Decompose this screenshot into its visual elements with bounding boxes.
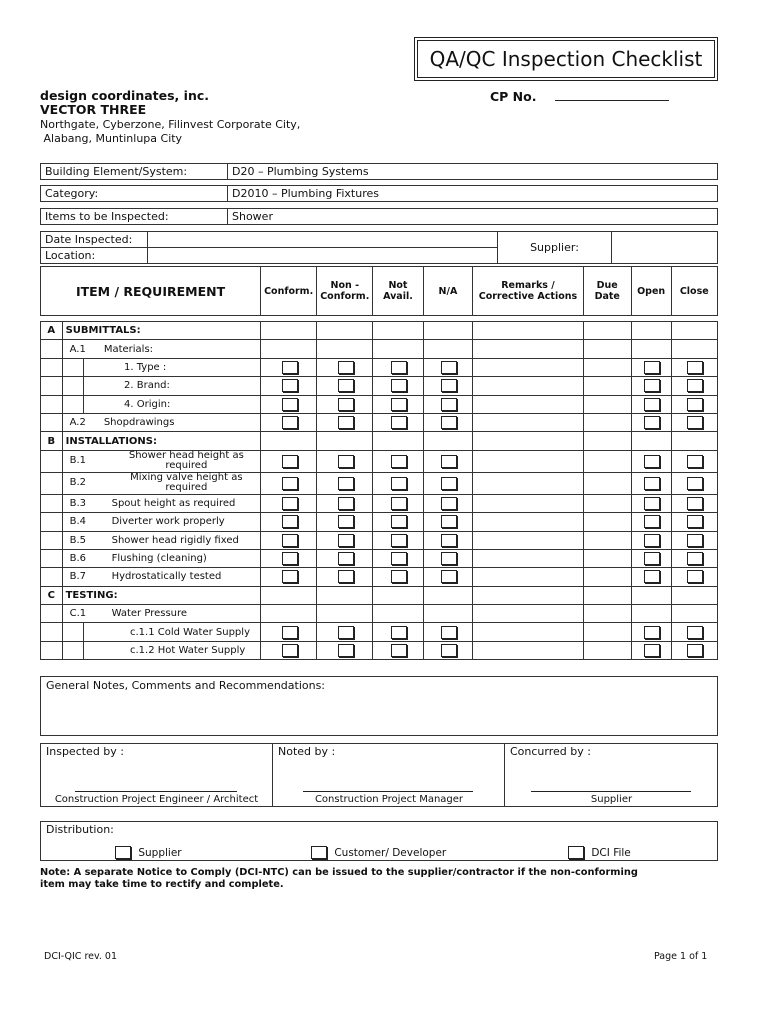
table-row: [41, 377, 718, 395]
header-na: N/A: [423, 267, 473, 316]
noted-role: Construction Project Manager: [314, 794, 464, 805]
na-checkbox[interactable]: [441, 361, 457, 374]
header-item: ITEM / REQUIREMENT: [41, 267, 261, 316]
table-row: [41, 513, 718, 531]
table-row: [41, 472, 718, 494]
section-c-row: [41, 586, 718, 604]
close-checkbox[interactable]: [687, 379, 703, 392]
category-row: [40, 185, 718, 202]
remarks-cell[interactable]: [473, 623, 583, 641]
address-line-2: Alabang, Muntinlupa City: [40, 132, 183, 145]
close-checkbox[interactable]: [687, 361, 703, 374]
non-conform-checkbox[interactable]: [338, 398, 354, 411]
building-element-row: [40, 163, 718, 180]
concurred-signature-line: [531, 791, 691, 792]
conform-checkbox[interactable]: [282, 361, 298, 374]
conform-checkbox[interactable]: [282, 644, 298, 657]
na-checkbox[interactable]: [441, 552, 457, 565]
company-address: [40, 118, 340, 146]
building-value[interactable]: D20 – Plumbing Systems: [228, 164, 718, 180]
category-label: Category:: [41, 186, 228, 202]
distribution-option-supplier[interactable]: Supplier: [113, 846, 182, 859]
non-conform-checkbox[interactable]: [338, 552, 354, 565]
due-date-cell[interactable]: [583, 641, 631, 659]
na-checkbox[interactable]: [441, 515, 457, 528]
row-label: C.1 Water Pressure: [62, 605, 260, 623]
date-field[interactable]: [148, 232, 498, 248]
category-value[interactable]: D2010 – Plumbing Fixtures: [228, 186, 718, 202]
supplier-checkbox[interactable]: [115, 846, 131, 859]
na-checkbox[interactable]: [441, 570, 457, 583]
table-row: [41, 568, 718, 586]
developer-checkbox[interactable]: [311, 846, 327, 859]
non-conform-checkbox[interactable]: [338, 497, 354, 510]
open-checkbox[interactable]: [644, 455, 660, 468]
row-label: c.1.1 Cold Water Supply: [84, 623, 261, 641]
non-conform-checkbox[interactable]: [338, 570, 354, 583]
na-checkbox[interactable]: [441, 626, 457, 639]
open-checkbox[interactable]: [644, 626, 660, 639]
close-checkbox[interactable]: [687, 534, 703, 547]
remarks-cell[interactable]: [473, 641, 583, 659]
close-checkbox[interactable]: [687, 626, 703, 639]
concurred-by-label: Concurred by :: [510, 745, 591, 758]
section-code: B: [41, 432, 63, 450]
signature-block: [40, 743, 718, 807]
row-label: c.1.2 Hot Water Supply: [84, 641, 261, 659]
close-checkbox[interactable]: [687, 398, 703, 411]
row-label: B.5 Shower head rigidly fixed: [62, 531, 260, 549]
form-title: QA/QC Inspection Checklist: [417, 40, 715, 78]
building-label: Building Element/System:: [41, 164, 228, 180]
table-row: [41, 623, 718, 641]
table-row: [41, 450, 718, 472]
section-code: C: [41, 586, 63, 604]
conform-checkbox[interactable]: [282, 379, 298, 392]
items-row: [40, 208, 718, 225]
row-label: 2. Brand:: [84, 377, 261, 395]
date-location-block: [40, 231, 718, 264]
open-checkbox[interactable]: [644, 416, 660, 429]
not-avail-checkbox[interactable]: [391, 515, 407, 528]
header-conform: Conform.: [261, 267, 317, 316]
non-conform-checkbox[interactable]: [338, 361, 354, 374]
address-line-1: Northgate, Cyberzone, Filinvest Corporate City,: [40, 118, 301, 131]
row-label: A.2 Shopdrawings: [62, 413, 260, 431]
close-checkbox[interactable]: [687, 644, 703, 657]
conform-checkbox[interactable]: [282, 398, 298, 411]
row-label: B.6 Flushing (cleaning): [62, 549, 260, 567]
section-title: SUBMITTALS:: [62, 322, 260, 340]
open-checkbox[interactable]: [644, 552, 660, 565]
due-date-cell[interactable]: [583, 395, 631, 413]
table-row: [41, 494, 718, 512]
non-conform-checkbox[interactable]: [338, 455, 354, 468]
section-title: INSTALLATIONS:: [62, 432, 260, 450]
due-date-cell[interactable]: [583, 450, 631, 472]
footer-page-number: Page 1 of 1: [654, 951, 708, 962]
open-checkbox[interactable]: [644, 361, 660, 374]
due-date-cell[interactable]: [583, 531, 631, 549]
non-conform-checkbox[interactable]: [338, 477, 354, 490]
na-checkbox[interactable]: [441, 455, 457, 468]
due-date-cell[interactable]: [583, 472, 631, 494]
location-label: Location:: [41, 248, 148, 264]
noted-by-label: Noted by :: [278, 745, 336, 758]
na-checkbox[interactable]: [441, 379, 457, 392]
conform-checkbox[interactable]: [282, 497, 298, 510]
noted-by-section[interactable]: [272, 744, 504, 806]
due-date-cell[interactable]: [583, 568, 631, 586]
na-checkbox[interactable]: [441, 534, 457, 547]
due-date-cell[interactable]: [583, 377, 631, 395]
concurred-role: Supplier: [590, 794, 633, 805]
supplier-field[interactable]: [612, 232, 718, 264]
na-checkbox[interactable]: [441, 644, 457, 657]
table-row: [41, 340, 718, 358]
distribution-option-developer[interactable]: Customer/ Developer: [309, 846, 446, 859]
not-avail-checkbox[interactable]: [391, 379, 407, 392]
table-row: [41, 413, 718, 431]
close-checkbox[interactable]: [687, 515, 703, 528]
dci-file-checkbox[interactable]: [568, 846, 584, 859]
header-close: Close: [671, 267, 718, 316]
conform-checkbox[interactable]: [282, 552, 298, 565]
not-avail-checkbox[interactable]: [391, 552, 407, 565]
distribution-box: [40, 821, 718, 861]
not-avail-checkbox[interactable]: [391, 416, 407, 429]
table-row: [41, 641, 718, 659]
not-avail-checkbox[interactable]: [391, 398, 407, 411]
due-date-cell[interactable]: [583, 413, 631, 431]
not-avail-checkbox[interactable]: [391, 361, 407, 374]
row-label: B.1 Shower head height as required: [62, 450, 260, 472]
na-checkbox[interactable]: [441, 398, 457, 411]
close-checkbox[interactable]: [687, 477, 703, 490]
not-avail-checkbox[interactable]: [391, 534, 407, 547]
open-checkbox[interactable]: [644, 497, 660, 510]
due-date-cell[interactable]: [583, 549, 631, 567]
remarks-cell[interactable]: [473, 531, 583, 549]
section-b-row: [41, 432, 718, 450]
close-checkbox[interactable]: [687, 570, 703, 583]
company-name: design coordinates, inc.: [40, 88, 210, 103]
not-avail-checkbox[interactable]: [391, 644, 407, 657]
conform-checkbox[interactable]: [282, 515, 298, 528]
table-row: [41, 358, 718, 376]
general-notes-box[interactable]: [40, 676, 718, 736]
remarks-cell[interactable]: [473, 450, 583, 472]
na-checkbox[interactable]: [441, 416, 457, 429]
not-avail-checkbox[interactable]: [391, 477, 407, 490]
noted-signature-line: [303, 791, 473, 792]
general-notes-label: General Notes, Comments and Recommendations:: [46, 679, 326, 692]
header-not-avail: Not Avail.: [373, 267, 423, 316]
non-conform-checkbox[interactable]: [338, 379, 354, 392]
inspected-by-label: Inspected by :: [46, 745, 124, 758]
table-row: [41, 605, 718, 623]
not-avail-checkbox[interactable]: [391, 626, 407, 639]
conform-checkbox[interactable]: [282, 455, 298, 468]
due-date-cell[interactable]: [583, 623, 631, 641]
remarks-cell[interactable]: [473, 513, 583, 531]
conform-checkbox[interactable]: [282, 534, 298, 547]
distribution-option-dci-file[interactable]: DCI File: [566, 846, 631, 859]
row-label: B.7 Hydrostatically tested: [62, 568, 260, 586]
table-row: [41, 531, 718, 549]
distribution-label: Distribution:: [46, 823, 114, 836]
row-label: B.4 Diverter work properly: [62, 513, 260, 531]
non-conform-checkbox[interactable]: [338, 644, 354, 657]
open-checkbox[interactable]: [644, 515, 660, 528]
remarks-cell[interactable]: [473, 413, 583, 431]
supplier-label: Supplier:: [498, 232, 612, 264]
open-checkbox[interactable]: [644, 570, 660, 583]
na-checkbox[interactable]: [441, 497, 457, 510]
row-label: 4. Origin:: [84, 395, 261, 413]
items-value[interactable]: Shower: [228, 209, 718, 225]
open-checkbox[interactable]: [644, 534, 660, 547]
header-remarks: Remarks / Corrective Actions: [473, 267, 583, 316]
inspected-by-section[interactable]: [41, 744, 272, 806]
open-checkbox[interactable]: [644, 644, 660, 657]
row-label: B.2 Mixing valve height as required: [62, 472, 260, 494]
header-due-date: Due Date: [583, 267, 631, 316]
header-open: Open: [631, 267, 671, 316]
close-checkbox[interactable]: [687, 416, 703, 429]
not-avail-checkbox[interactable]: [391, 497, 407, 510]
inspected-signature-line: [75, 791, 237, 792]
conform-checkbox[interactable]: [282, 477, 298, 490]
section-code: A: [41, 322, 63, 340]
remarks-cell[interactable]: [473, 549, 583, 567]
close-checkbox[interactable]: [687, 497, 703, 510]
due-date-cell[interactable]: [583, 358, 631, 376]
remarks-cell[interactable]: [473, 494, 583, 512]
row-label: B.3 Spout height as required: [62, 494, 260, 512]
cp-no-label: CP No.: [490, 89, 537, 104]
section-a-row: [41, 322, 718, 340]
concurred-by-section[interactable]: [504, 744, 717, 806]
table-row: [41, 549, 718, 567]
remarks-cell[interactable]: [473, 377, 583, 395]
project-name: VECTOR THREE: [40, 102, 147, 117]
section-title: TESTING:: [62, 586, 260, 604]
date-label: Date Inspected:: [41, 232, 148, 248]
conform-checkbox[interactable]: [282, 570, 298, 583]
na-checkbox[interactable]: [441, 477, 457, 490]
conform-checkbox[interactable]: [282, 416, 298, 429]
remarks-cell[interactable]: [473, 472, 583, 494]
items-label: Items to be Inspected:: [41, 209, 228, 225]
non-conform-checkbox[interactable]: [338, 626, 354, 639]
open-checkbox[interactable]: [644, 379, 660, 392]
footer-revision: DCI-QIC rev. 01: [44, 951, 118, 962]
close-checkbox[interactable]: [687, 552, 703, 565]
due-date-cell[interactable]: [583, 494, 631, 512]
checklist-table: [40, 266, 718, 660]
close-checkbox[interactable]: [687, 455, 703, 468]
remarks-cell[interactable]: [473, 395, 583, 413]
open-checkbox[interactable]: [644, 477, 660, 490]
table-row: [41, 395, 718, 413]
cp-no-field[interactable]: [555, 100, 669, 101]
non-conform-checkbox[interactable]: [338, 416, 354, 429]
not-avail-checkbox[interactable]: [391, 455, 407, 468]
location-field[interactable]: [148, 248, 498, 264]
row-label: A.1 Materials:: [62, 340, 260, 358]
open-checkbox[interactable]: [644, 398, 660, 411]
due-date-cell[interactable]: [583, 513, 631, 531]
remarks-cell[interactable]: [473, 568, 583, 586]
row-label: 1. Type :: [84, 358, 261, 376]
header-non-conform: Non - Conform.: [317, 267, 373, 316]
non-conform-checkbox[interactable]: [338, 534, 354, 547]
not-avail-checkbox[interactable]: [391, 570, 407, 583]
conform-checkbox[interactable]: [282, 626, 298, 639]
non-conform-checkbox[interactable]: [338, 515, 354, 528]
remarks-cell[interactable]: [473, 358, 583, 376]
note-text: Note: A separate Notice to Comply (DCI-NTC) can be issued to the supplier/contractor if the non-conforming item may take time to rectify and complete.: [40, 867, 638, 890]
table-header: [41, 267, 718, 316]
inspected-role: Construction Project Engineer / Architect: [54, 794, 259, 805]
